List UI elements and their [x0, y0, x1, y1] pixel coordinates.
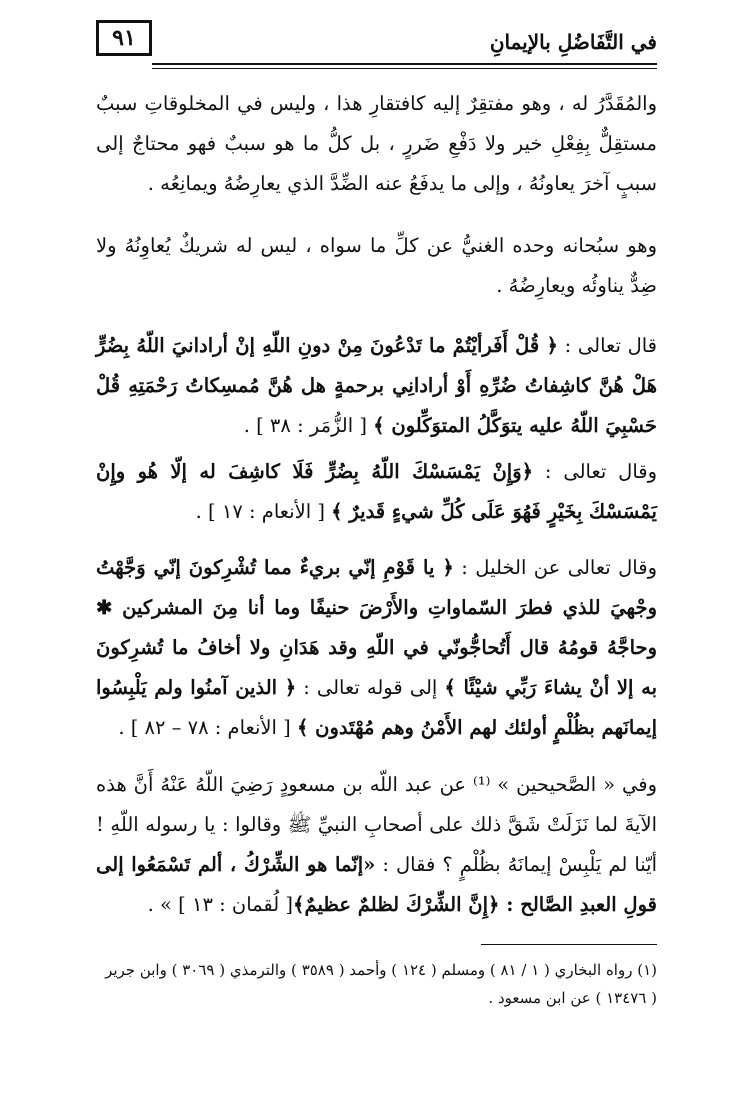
quran-quote-anam-78: ﴿ يا قَوْمِ إنّي بريءٌ مما تُشْرِكونَ إنّي وَجَّهْتُ وجْهيَ للذي فطرَ السّماواتِ والأَرْضَ حنيفًا وما أنا مِنَ المشركين ✱ وحاجَّهُ قومُهُ قال أَتُحاجُّونّي في اللّهِ وقد هَدَانِ ولا أخافُ ما تُشرِكونَ به إلا أنْ يشاءَ رَبِّي شيْئًا ﴾: [96, 556, 657, 699]
quran-ref-anam-78-82: [ الأنعام : ٧٨ – ٨٢ ] .: [118, 716, 297, 739]
paragraph-2: وهو سبُحانه وحده الغنيُّ عن كلِّ ما سواه ، ليس له شريكٌ يُعاوِنُهُ ولا ضِدٌّ يناوئُه ويعارِضُهُ .: [96, 234, 657, 297]
hadith-quote: «إنّما هو الشِّرْكُ ، ألم تَسْمَعُوا إلى قولِ العبدِ الصَّالح : ﴿إِنَّ الشِّرْكَ لظلمٌ عظيمٌ﴾: [96, 853, 657, 916]
paragraph-6-intro: وفي « الصَّحيحين » ⁽¹⁾ عن عبد اللّه بن مسعودٍ رَضِيَ اللّهُ عَنْهُ أَنَّ هذه الآيةَ لما نَزَلَتْ شَقَّ ذلك على أصحابِ النبيِّ ﷺ وقالوا : يا رسوله اللّهِ ! أيّنا لم يَلْبِسْ إيمانَهُ بظُلْمٍ ؟ فقال :: [96, 773, 657, 876]
paragraph-6: [96, 765, 657, 925]
paragraph-5: [96, 548, 657, 748]
page-number: ٩١: [96, 20, 152, 56]
header-rule-thin: [152, 68, 657, 69]
paragraph-3-intro: قال تعالى :: [557, 334, 657, 357]
quran-quote-anam-17: ﴿وَإِنْ يَمْسَسْكَ اللّهُ بِضُرٍّ فَلَا كاشِفَ له إلّا هُو وإِنْ يَمْسَسْكَ بِخَيْرٍ فَهُوَ عَلَى كُلِّ شيءٍ قَديرٌ ﴾: [96, 460, 657, 523]
running-title: في التَّفَاضُلِ بالإيمانِ: [489, 30, 657, 54]
quran-ref-anam-17: [ الأنعام : ١٧ ] .: [195, 500, 332, 523]
paragraph-4: [96, 452, 657, 532]
quran-quote-zumar: ﴿ قُلْ أَفَرأيْتُمْ ما تَدْعُونَ مِنْ دونِ اللّهِ إنْ أرادانيَ اللّهُ بِضُرٍّ هَلْ هُنَّ كاشِفاتُ ضُرِّهِ أَوْ أرادانِي برحمةٍ هل هُنَّ مُمسِكاتُ رَحْمَتِهِ قُلْ حَسْبِيَ اللّهُ عليه يتوَكَّلُ المتوَكِّلون ﴾: [96, 334, 657, 437]
footnote: (١) رواه البخاري ( ١ / ٨١ ) ومسلم ( ١٢٤ ) وأحمد ( ٣٥٨٩ ) والترمذي ( ٣٠٦٩ ) وابن جرير ( ١٣٤٧٦ ) عن ابن مسعود .: [105, 961, 657, 1007]
quran-ref-luqman: [ لُقمان : ١٣ ] » .: [147, 893, 294, 916]
page-header: [96, 12, 657, 64]
paragraph-3: [96, 326, 657, 446]
quran-ref-zumar: [ الزُّمَر : ٣٨ ] .: [243, 414, 374, 437]
quran-quote-anam-82: ﴿ الذين آمنُوا ولم يَلْبِسُوا إيمانَهم بظُلْمٍ أولئك لهم الأَمْنُ وهم مُهْتَدون ﴾: [96, 676, 657, 739]
footnote-divider: [481, 944, 657, 945]
header-rule: [152, 63, 657, 65]
paragraph-5-mid: إلى قوله تعالى :: [296, 676, 445, 699]
paragraph-4-intro: وقال تعالى :: [533, 460, 658, 483]
paragraph-1: والمُقَدَّرُ له ، وهو مفتقِرٌ إليه كافتقارِ هذا ، وليس في المخلوقاتِ سببٌ مستقِلٌّ بِفِعْلِ خير ولا دَفْعِ ضَررٍ ، بل كلُّ ما هو سببٌ فهو محتاجٌ إلى سببٍ آخرَ يعاونُهُ ، وإلى ما يدفَعُ عنه الضِّدَّ الذي يعارِضُهُ ويمانِعُه .: [96, 92, 657, 195]
paragraph-5-intro: وقال تعالى عن الخليل :: [453, 556, 657, 579]
